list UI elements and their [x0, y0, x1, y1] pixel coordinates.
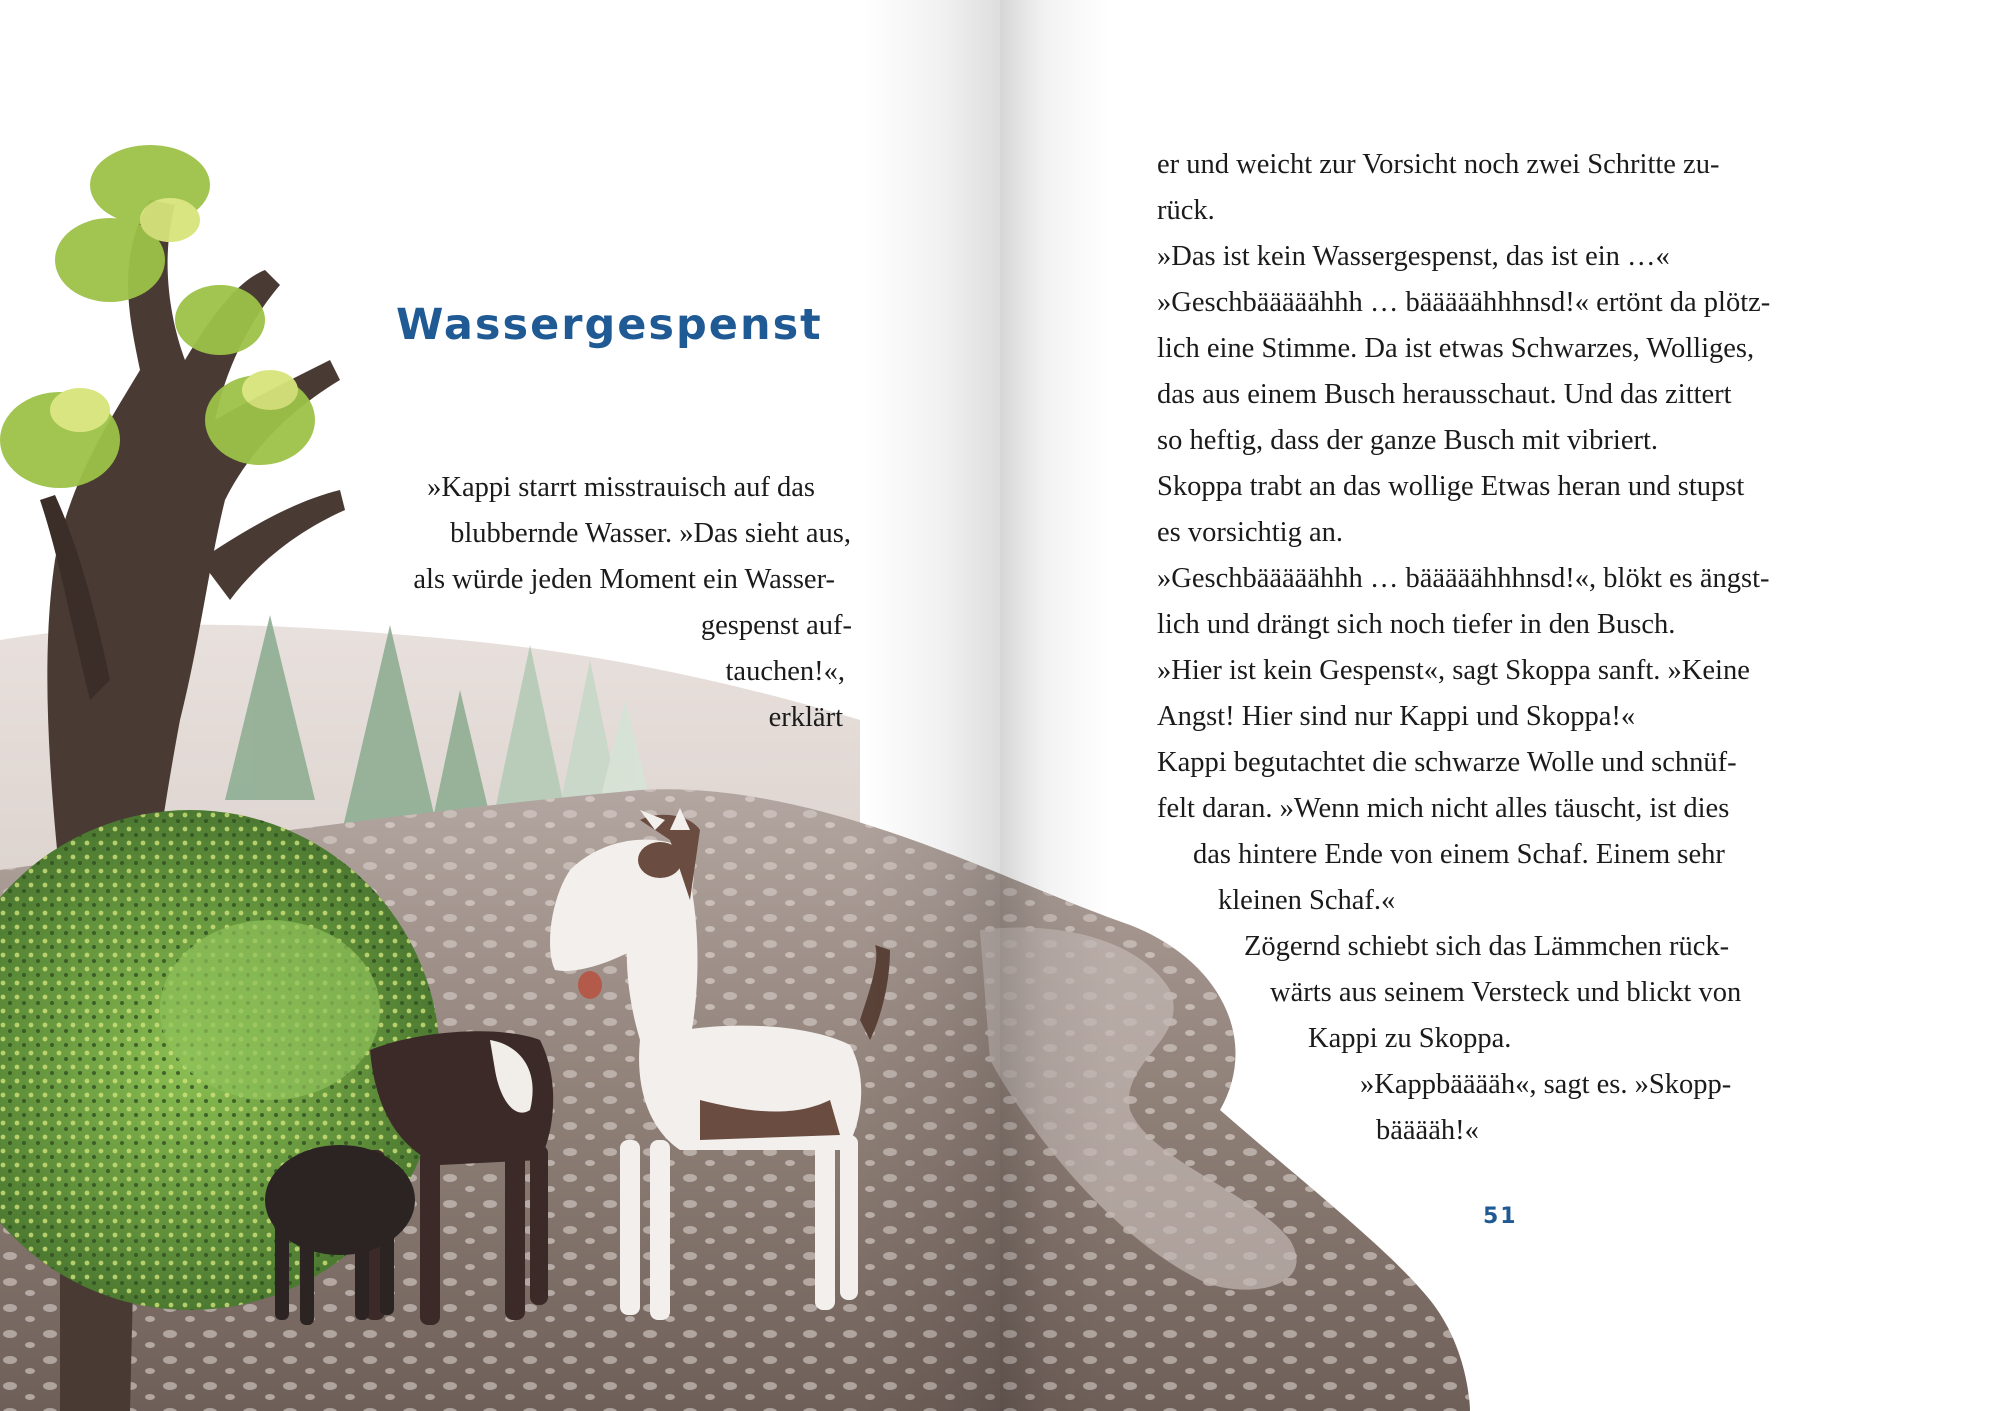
text-line: so heftig, dass der ganze Busch mit vibriert. [1157, 425, 1659, 456]
text-line: als würde jeden Moment ein Wasser- [413, 564, 835, 595]
text-line: lich und drängt sich noch tiefer in den Busch. [1157, 609, 1676, 640]
text-line: das hintere Ende von einem Schaf. Einem sehr [1193, 839, 1725, 870]
chapter-title: Wassergespenst [396, 300, 823, 350]
text-line: Skoppa trabt an das wollige Etwas heran und stupst [1157, 471, 1745, 502]
text-line: kleinen Schaf.« [1218, 885, 1396, 916]
text-line: »Geschbääääähhh … bääääähhhnsd!« ertönt da plötz- [1157, 287, 1771, 318]
text-line: gespenst auf- [700, 610, 852, 641]
text-line: lich eine Stimme. Da ist etwas Schwarzes, Wolliges, [1157, 333, 1755, 364]
text-line: »Das ist kein Wassergespenst, das ist ein …« [1157, 241, 1670, 272]
text-line: felt daran. »Wenn mich nicht alles täuscht, ist dies [1157, 793, 1730, 824]
text-line: es vorsichtig an. [1157, 517, 1344, 548]
text-line: Zögernd schiebt sich das Lämmchen rück- [1244, 931, 1730, 962]
text-line: »Kappbääääh«, sagt es. »Skopp- [1360, 1069, 1732, 1100]
page-number: 51 [1483, 1204, 1518, 1229]
text-line: »Kappi starrt misstrauisch auf das [427, 472, 815, 503]
text-line: Kappi zu Skoppa. [1308, 1023, 1512, 1054]
text-line: »Geschbääääähhh … bääääähhhnsd!«, blökt es ängst- [1157, 563, 1770, 594]
text-line: »Hier ist kein Gespenst«, sagt Skoppa sanft. »Keine [1157, 655, 1750, 686]
text-line: blubbernde Wasser. »Das sieht aus, [450, 518, 851, 549]
text-line: Kappi begutachtet die schwarze Wolle und schnüf- [1157, 747, 1737, 778]
text-line: er und weicht zur Vorsicht noch zwei Schritte zu- [1157, 149, 1720, 180]
text-line: wärts aus seinem Versteck und blickt von [1270, 977, 1742, 1008]
text-line: rück. [1157, 195, 1215, 226]
text-line: bääääh!« [1376, 1115, 1479, 1146]
text-line: erklärt [768, 702, 843, 733]
text-line: Angst! Hier sind nur Kappi und Skoppa!« [1157, 701, 1636, 732]
text-line: das aus einem Busch herausschaut. Und das zittert [1157, 379, 1732, 410]
text-line: tauchen!«, [725, 656, 845, 687]
